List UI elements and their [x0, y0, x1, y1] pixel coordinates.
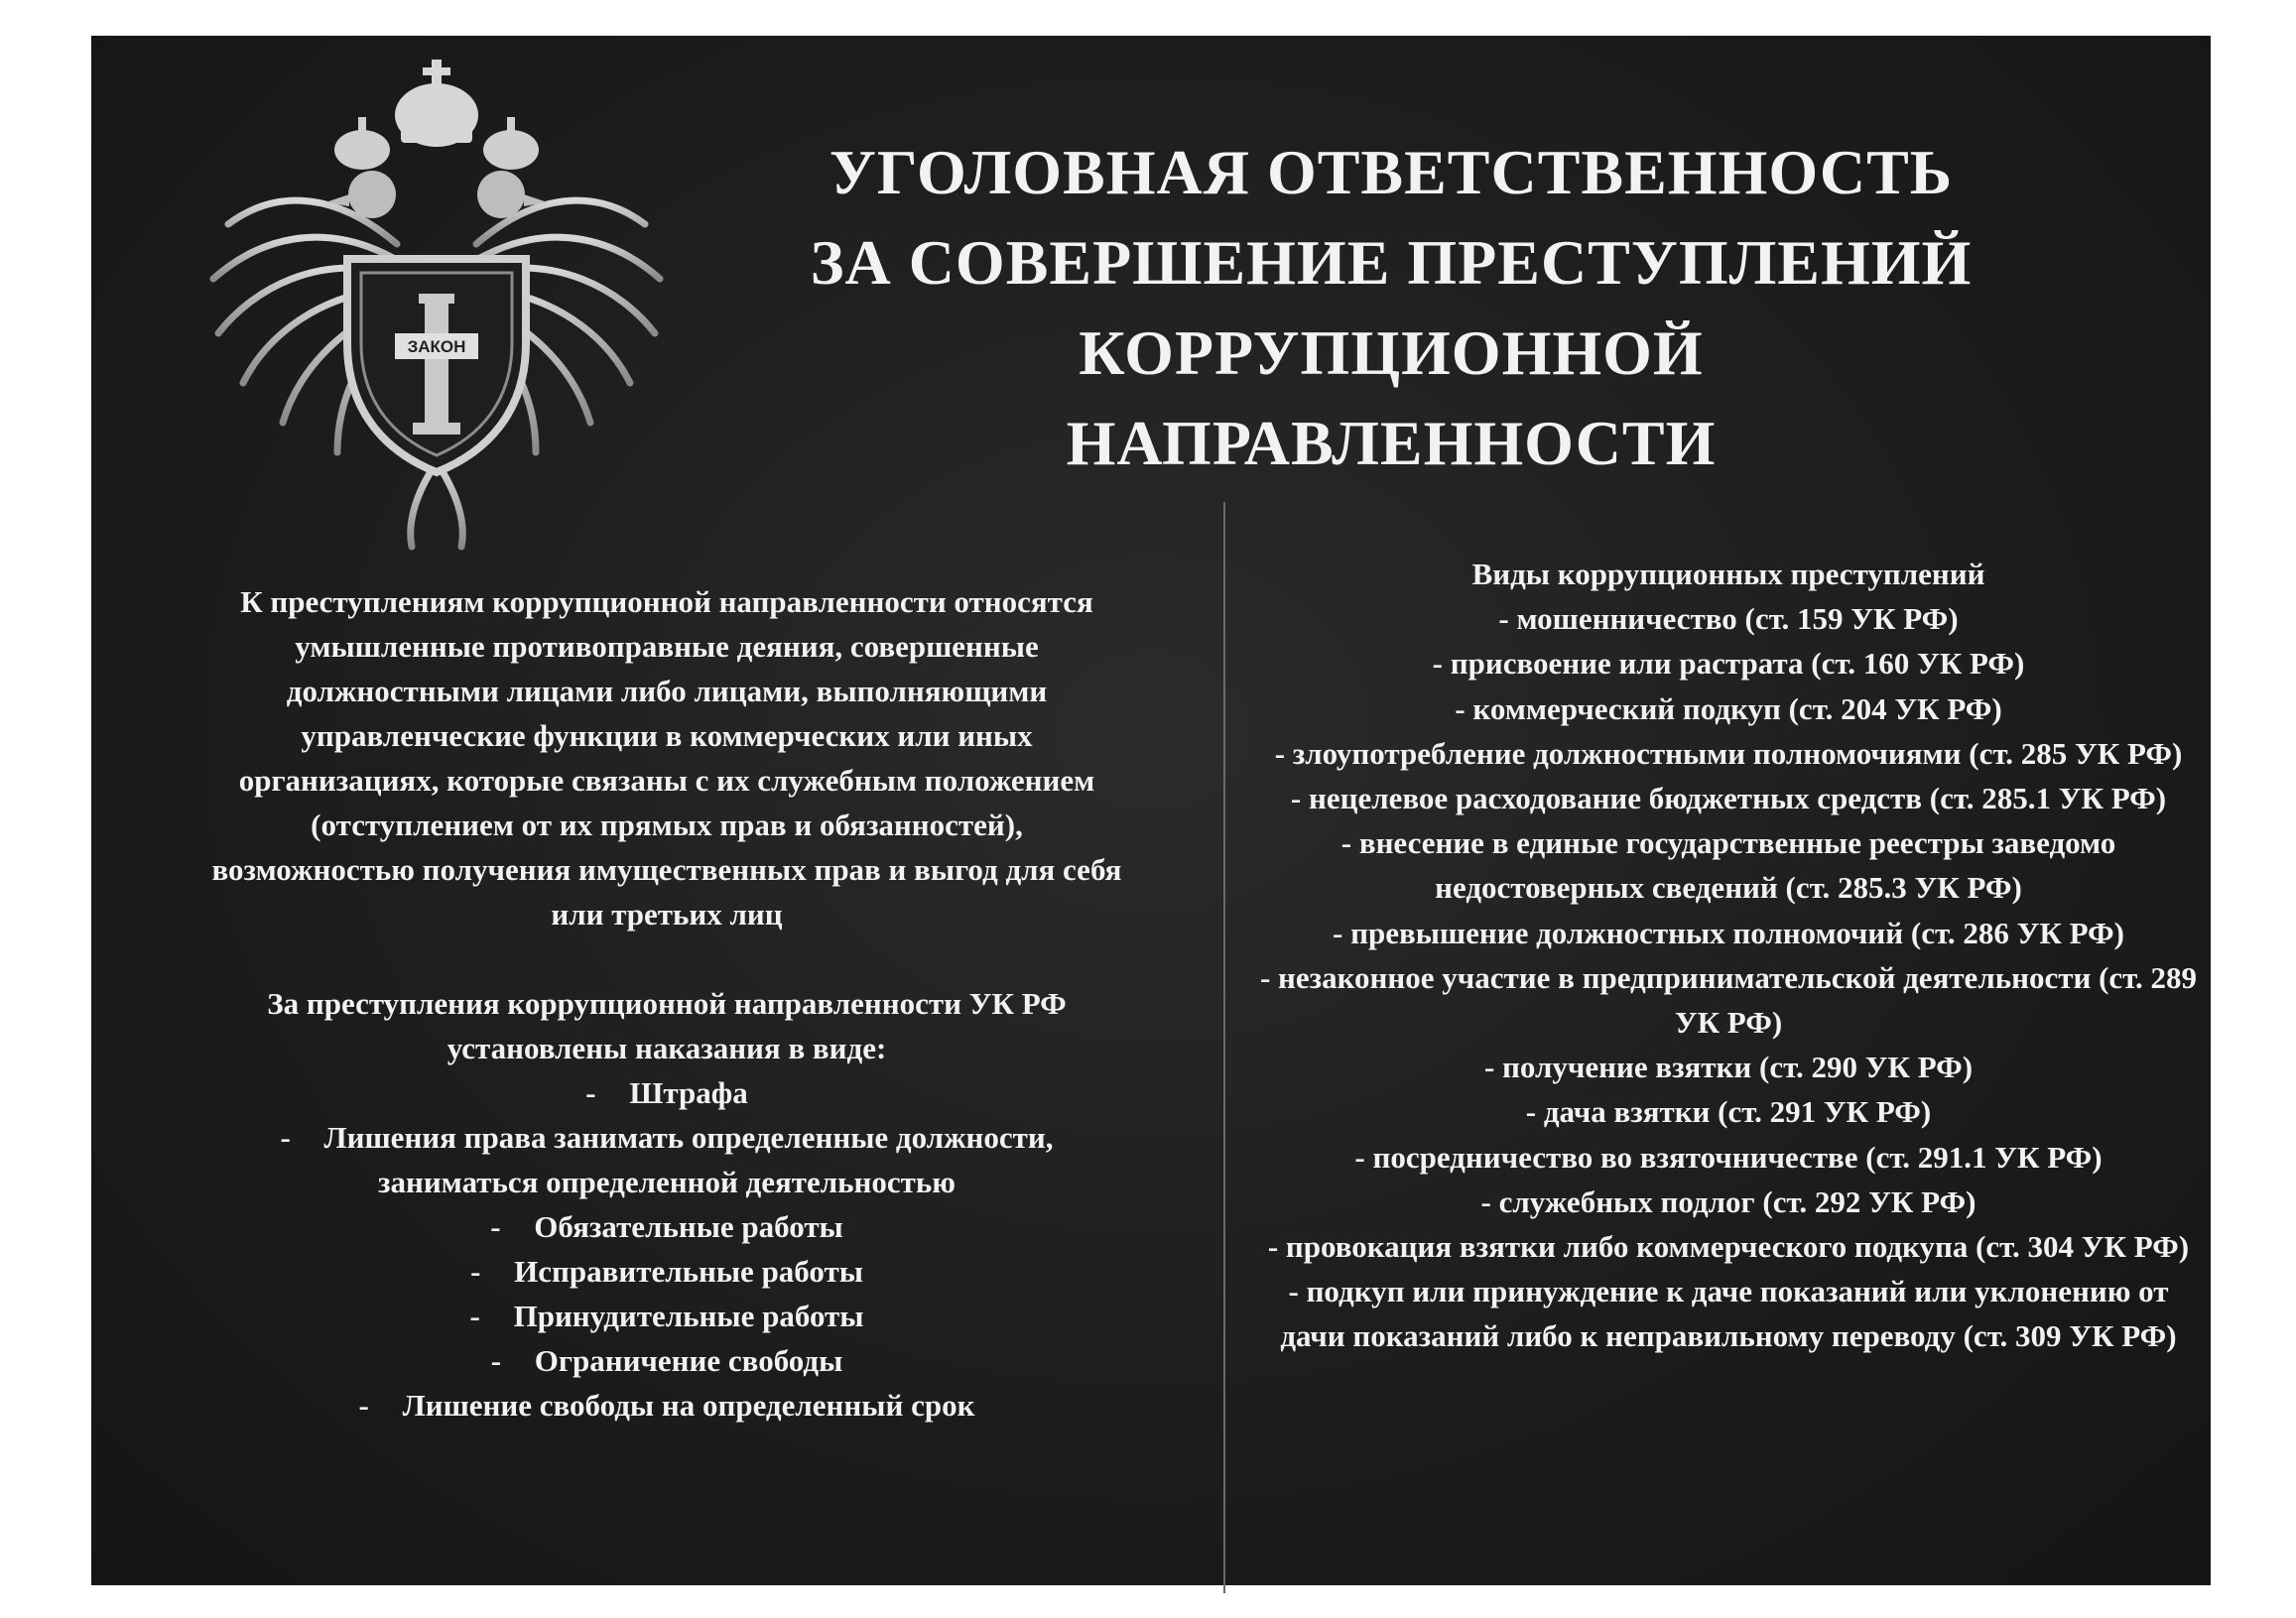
- penalty-item: - Ограничение свободы: [210, 1338, 1123, 1383]
- prosecutor-office-emblem-icon: [159, 46, 714, 561]
- definition-text: К преступлениям коррупционной направленности относятся умышленные противоправные деяния, совершенные должностными лицами либо лицами, выполняющими управленческие функции в коммерческих или иных организациях, которые связаны с их служебным положением (отступлением от их прямых прав и обязанностей), возможностью получения имущественных прав и выгод для себя или третьих лиц: [211, 584, 1122, 932]
- penalty-item: - Исправительные работы: [210, 1249, 1123, 1294]
- crime-item: - присвоение или растрата (ст. 160 УК РФ): [1432, 646, 2025, 682]
- penalties-list: [210, 1070, 1123, 1428]
- svg-text:ЗАКОН: ЗАКОН: [407, 337, 466, 356]
- column-divider: [1223, 502, 1225, 1593]
- crime-item: - провокация взятки либо коммерческого подкупа (ст. 304 УК РФ): [1267, 1229, 2190, 1265]
- title-line-1: УГОЛОВНАЯ ОТВЕТСТВЕННОСТЬ: [829, 137, 1954, 207]
- crime-item: - дача взятки (ст. 291 УК РФ): [1525, 1094, 1932, 1130]
- crime-item: - коммерческий подкуп (ст. 204 УК РФ): [1455, 690, 2002, 726]
- penalty-item: - Принудительные работы: [210, 1294, 1123, 1338]
- crime-item: - получение взятки (ст. 290 УК РФ): [1483, 1050, 1974, 1085]
- crime-item: - посредничество во взяточничестве (ст. 291.1 УК РФ): [1354, 1139, 2103, 1175]
- penalty-item: - Обязательные работы: [210, 1204, 1123, 1249]
- title-line-2: ЗА СОВЕРШЕНИЕ ПРЕСТУПЛЕНИЙ: [810, 227, 1973, 298]
- penalty-item: - Лишение свободы на определенный срок: [210, 1383, 1123, 1428]
- crimes-list: [1257, 596, 2200, 1358]
- crime-item: - злоупотребление должностными полномочиями (ст. 285 УК РФ): [1274, 735, 2183, 771]
- penalty-item: - Лишения права занимать определенные должности, заниматься определенной деятельностью: [210, 1115, 1123, 1204]
- crime-item: - нецелевое расходование бюджетных средств (ст. 285.1 УК РФ): [1290, 781, 2167, 816]
- crime-item: - подкуп или принуждение к даче показаний или уклонению от дачи показаний либо к неправильному переводу (ст. 309 УК РФ): [1280, 1274, 2177, 1354]
- crime-item: - внесение в единые государственные реестры заведомо недостоверных сведений (ст. 285.3 УК РФ): [1340, 825, 2116, 906]
- right-column: [1257, 552, 2200, 1359]
- crime-item: - превышение должностных полномочий (ст. 286 УК РФ): [1333, 915, 2124, 950]
- spacer: [210, 936, 1123, 981]
- penalties-intro: За преступления коррупционной направленности УК РФ установлены наказания в виде:: [267, 986, 1067, 1065]
- crimes-heading: Виды коррупционных преступлений: [1471, 557, 1985, 591]
- title-line-3: КОРРУПЦИОННОЙ: [1079, 317, 1704, 388]
- penalty-item: - Штрафа: [210, 1070, 1123, 1115]
- crime-item: - мошенничество (ст. 159 УК РФ): [1498, 601, 1959, 637]
- title-line-4: НАПРАВЛЕННОСТИ: [1066, 408, 1717, 478]
- crime-item: - незаконное участие в предпринимательской деятельности (ст. 289 УК РФ): [1259, 959, 2198, 1041]
- page-title: [647, 127, 2135, 488]
- left-column: [210, 579, 1123, 1428]
- crime-item: - служебных подлог (ст. 292 УК РФ): [1480, 1183, 1977, 1219]
- poster: [91, 36, 2211, 1585]
